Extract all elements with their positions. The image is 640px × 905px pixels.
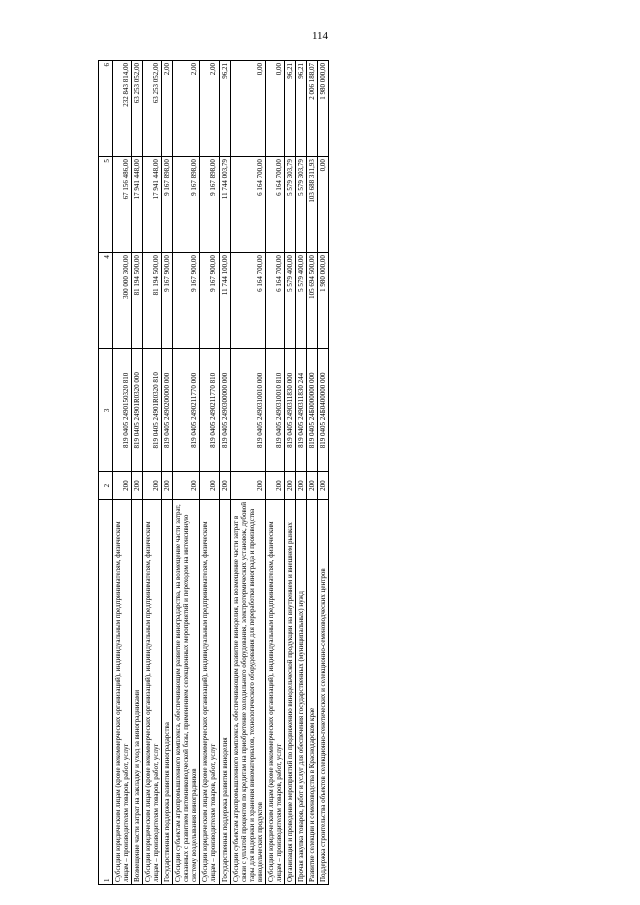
row-classification-code: 819 0405 2490211770 000 [173, 349, 200, 472]
header-col-1: 1 [99, 499, 113, 884]
table-row [265, 61, 284, 885]
row-classification-code: 819 0405 24Б0400000 000 [317, 349, 328, 472]
row-executed-amount: 67 156 486,00 [113, 157, 132, 253]
row-planned-amount: 5 579 400,00 [284, 253, 295, 349]
row-classification-code: 819 0405 2490311830 244 [295, 349, 306, 472]
rotated-table-content [98, 60, 568, 885]
table-row [295, 61, 306, 885]
header-col-5: 5 [99, 157, 113, 253]
row-admin-code: 200 [143, 472, 162, 499]
table-row [200, 61, 219, 885]
row-name: Субсидии субъектам агропромышленного комплекса, обеспечивающим развитие виноградарства, на возмещение части затрат, связанных с развитием питомниководческой базы, применением селекционных мероприятий и переходом на интенсивную систему возделывания виноградников [173, 499, 200, 884]
table-row [113, 61, 132, 885]
row-planned-amount: 105 694 500,00 [306, 253, 317, 349]
row-name: Субсидии субъектам агропромышленного комплекса, обеспечивающим развитие виноделия, на возмещение части затрат в связи с уплатой процентов по кредитам на приобретение холодильного оборудования, электротермических установок, дубовой тары для выдержки и хранения виноматериалов, технологического оборудования для переработки винограда и производства винодельческих продуктов [230, 499, 265, 884]
page-number: 114 [311, 30, 329, 42]
row-name: Прочая закупка товаров, работ и услуг для обеспечения государственных (муниципальных) нужд [295, 499, 306, 884]
rotated-table-frame [98, 60, 568, 885]
row-planned-amount: 300 000 300,00 [113, 253, 132, 349]
row-admin-code: 200 [265, 472, 284, 499]
row-admin-code: 200 [219, 472, 230, 499]
row-planned-amount: 5 579 400,00 [295, 253, 306, 349]
row-unexecuted-amount: 232 843 814,00 [113, 61, 132, 157]
row-name: Поддержка строительства объектов селекционно-генетических и селекционно-семеноводческих центров [317, 499, 328, 884]
header-col-3: 3 [99, 349, 113, 472]
row-classification-code: 819 0405 2490211770 810 [200, 349, 219, 472]
table-row [162, 61, 173, 885]
row-planned-amount: 9 167 900,00 [162, 253, 173, 349]
table-row [306, 61, 317, 885]
row-executed-amount: 9 167 898,00 [173, 157, 200, 253]
row-classification-code: 819 0405 2490311830 000 [284, 349, 295, 472]
row-name: Организация и проведение мероприятий по продвижению винодельческой продукции на внутреннем и внешнем рынках [284, 499, 295, 884]
row-classification-code: 819 0405 24901R0320 810 [143, 349, 162, 472]
row-name: Развитие селекции и семеноводства в Краснодарском крае [306, 499, 317, 884]
row-admin-code: 200 [132, 472, 143, 499]
row-classification-code: 819 0405 24901R0320 000 [132, 349, 143, 472]
row-classification-code: 819 0405 2490150320 810 [113, 349, 132, 472]
row-executed-amount: 9 167 898,00 [162, 157, 173, 253]
row-name: Субсидии юридическим лицам (кроме некоммерческих организаций), индивидуальным предпринимателям, физическим лицам – производителям товаров, работ, услуг [143, 499, 162, 884]
row-planned-amount: 1 980 000,00 [317, 253, 328, 349]
table-row [219, 61, 230, 885]
row-planned-amount: 9 167 900,00 [173, 253, 200, 349]
row-unexecuted-amount: 0,00 [265, 61, 284, 157]
row-admin-code: 200 [162, 472, 173, 499]
row-executed-amount: 9 167 898,00 [200, 157, 219, 253]
row-unexecuted-amount: 96,21 [284, 61, 295, 157]
row-executed-amount: 5 579 303,79 [284, 157, 295, 253]
row-name: Государственная поддержка развития виноделия [219, 499, 230, 884]
header-col-6: 6 [99, 61, 113, 157]
row-classification-code: 819 0405 2490200000 000 [162, 349, 173, 472]
row-planned-amount: 6 164 700,00 [265, 253, 284, 349]
table-row [317, 61, 328, 885]
row-planned-amount: 11 744 100,00 [219, 253, 230, 349]
budget-table [98, 60, 329, 885]
row-unexecuted-amount: 96,21 [295, 61, 306, 157]
table-row [173, 61, 200, 885]
row-executed-amount: 0,00 [317, 157, 328, 253]
row-executed-amount: 103 688 311,93 [306, 157, 317, 253]
row-classification-code: 819 0405 2490300000 000 [219, 349, 230, 472]
row-admin-code: 200 [306, 472, 317, 499]
header-col-4: 4 [99, 253, 113, 349]
row-unexecuted-amount: 1 980 000,00 [317, 61, 328, 157]
row-name: Субсидии юридическим лицам (кроме некоммерческих организаций), индивидуальным предпринимателям, физическим лицам – производителям товаров, работ, услуг [265, 499, 284, 884]
row-name: Субсидии юридическим лицам (кроме некоммерческих организаций), индивидуальным предпринимателям, физическим лицам – производителям товаров, работ, услуг [113, 499, 132, 884]
row-unexecuted-amount: 0,00 [230, 61, 265, 157]
row-executed-amount: 6 164 700,00 [230, 157, 265, 253]
row-executed-amount: 5 579 303,79 [295, 157, 306, 253]
row-unexecuted-amount: 2 006 188,07 [306, 61, 317, 157]
row-unexecuted-amount: 2,00 [200, 61, 219, 157]
row-planned-amount: 81 194 500,00 [143, 253, 162, 349]
row-unexecuted-amount: 63 253 052,00 [132, 61, 143, 157]
header-col-2: 2 [99, 472, 113, 499]
row-executed-amount: 17 941 448,00 [132, 157, 143, 253]
row-admin-code: 200 [295, 472, 306, 499]
row-unexecuted-amount: 63 253 052,00 [143, 61, 162, 157]
row-admin-code: 200 [317, 472, 328, 499]
row-name: Субсидии юридическим лицам (кроме некоммерческих организаций), индивидуальным предпринимателям, физическим лицам – производителям товаров, работ, услуг [200, 499, 219, 884]
row-admin-code: 200 [200, 472, 219, 499]
row-executed-amount: 17 941 448,00 [143, 157, 162, 253]
row-name: Возмещение части затрат на закладку и уход за виноградниками [132, 499, 143, 884]
row-planned-amount: 6 164 700,00 [230, 253, 265, 349]
table-row [143, 61, 162, 885]
row-unexecuted-amount: 96,21 [219, 61, 230, 157]
row-executed-amount: 11 744 003,79 [219, 157, 230, 253]
row-classification-code: 819 0405 2490310010 810 [265, 349, 284, 472]
table-row [132, 61, 143, 885]
table-header-row [99, 61, 113, 885]
table-row [230, 61, 265, 885]
row-classification-code: 819 0405 2490310010 000 [230, 349, 265, 472]
table-row [284, 61, 295, 885]
row-name: Государственная поддержка развития виноградарства [162, 499, 173, 884]
row-admin-code: 200 [173, 472, 200, 499]
row-planned-amount: 9 167 900,00 [200, 253, 219, 349]
row-admin-code: 200 [230, 472, 265, 499]
row-admin-code: 200 [284, 472, 295, 499]
row-unexecuted-amount: 2,00 [162, 61, 173, 157]
row-executed-amount: 6 164 700,00 [265, 157, 284, 253]
row-admin-code: 200 [113, 472, 132, 499]
row-classification-code: 819 0405 24Б0000000 000 [306, 349, 317, 472]
row-planned-amount: 81 194 500,00 [132, 253, 143, 349]
row-unexecuted-amount: 2,00 [173, 61, 200, 157]
